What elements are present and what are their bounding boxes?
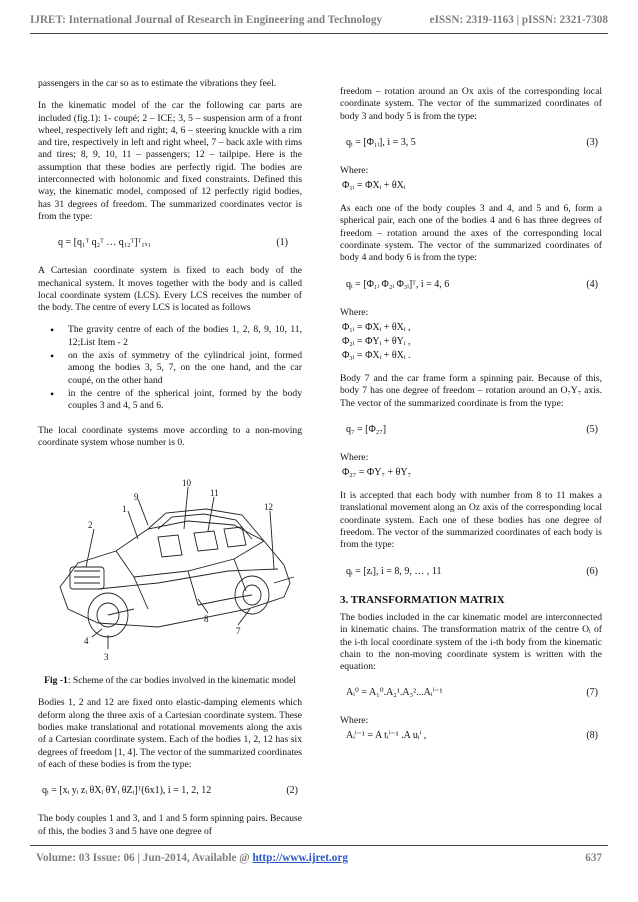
equation-number: (1) <box>276 237 288 249</box>
running-header <box>30 14 608 32</box>
figure-label: 1 <box>122 504 127 515</box>
volume-text: Volume: 03 Issue: 06 | Jun-2014, Available @ <box>36 852 253 864</box>
paragraph: Body 7 and the car frame form a spinning pair. Because of this, body 7 has one degree of freedom – rotation around an O₇Y₇ axis. The vector of the summarized coordinate is from the type: <box>340 372 602 409</box>
where-equation: Φ₁ᵢ = ΦXᵢ + θXᵢ , <box>342 321 411 333</box>
equation-1 <box>38 233 302 255</box>
paragraph: A Cartesian coordinate system is fixed to each body of the mechanical system. It moves together with the body and is called local coordinate system (LCS). Every LCS receives the number of the body. The centre of every LCS is located as follows <box>38 265 302 314</box>
equation-number: (5) <box>586 423 598 435</box>
equation-expression: qᵢ = [Φ₁ᵢ Φ₂ᵢ Φ₃ᵢ]ᵀ, i = 4, 6 <box>346 278 450 290</box>
figure-label: 11 <box>210 488 219 499</box>
equation-8 <box>340 730 602 752</box>
caption-text: : Scheme of the car bodies involved in the kinematic model <box>67 675 296 687</box>
where-equation: Φ₂ᵢ = ΦYᵢ + θYᵢ , <box>342 335 411 347</box>
bullet-list <box>38 324 302 412</box>
paragraph: Bodies 1, 2 and 12 are fixed onto elastic-damping elements which deform along the three axis of a Cartesian coordinate system. These bodies make translational and rotational movements along the axis of a Cartesian coordinate system. Each of the bodies 1, 2, 12 has six degrees of freedom [1, 4]. The vector of the summarized coordinates of each of these bodies is from the type: <box>38 697 302 770</box>
equation-number: (3) <box>586 136 598 148</box>
list-item: • in the centre of the spherical joint, formed by the body couples 3 and 4, 5 and 6. <box>38 388 302 413</box>
equation-expression: q = [q₁ᵀ q₂ᵀ … q₁₂ᵀ]ᵀ₁ₓ₁ <box>58 237 152 249</box>
volume-info <box>36 852 348 864</box>
equation-6 <box>340 562 602 584</box>
paragraph: In the kinematic model of the car the following car parts are included (fig.1): 1- coupé; 2 – ICE; 3, 5 – suspension arm of a front wheel, respectively left and right; 4, 6 – steering knuckle with a rim and tire, respectively in left and right wheel, 7 – back axle with rims and tires; 8, 9, 10, 11 – passengers; 12 – tailpipe. Here is the assumption that these bodies are perfectly rigid. The bodies are interconnected with holonomic and fixed constraints. Defined this way, the kinematic model, composed of 12 perfectly rigid bodies, has 31 degrees of freedom. The summarized coordinates vector is from the type: <box>38 100 302 222</box>
figure-label: 3 <box>104 652 109 663</box>
list-item: • The gravity centre of each of the bodies 1, 2, 8, 9, 10, 11, 12;List Item - 2 <box>38 324 302 349</box>
paragraph: As each one of the body couples 3 and 4, and 5 and 6, form a spherical pair, each one of the bodies 4 and 6 has three degrees of freedom – rotation around the axes of the corresponding local coordinate system. The vector of the summarized coordinates of body 4 and body 6 is from the type: <box>340 203 602 264</box>
equation-expression: Aᵢ⁰ = A₁⁰.A₂¹.A₃²...Aᵢⁱ⁻¹ <box>346 687 443 699</box>
equation-2 <box>38 781 302 803</box>
where-label: Where: <box>340 451 369 463</box>
figure-label: 10 <box>182 478 191 489</box>
figure-label: 2 <box>88 520 93 531</box>
where-label: Where: <box>340 164 369 176</box>
equation-number: (7) <box>586 687 598 699</box>
equation-number: (4) <box>586 278 598 290</box>
equation-number: (2) <box>286 785 298 797</box>
paragraph: The body couples 1 and 3, and 1 and 5 form spinning pairs. Because of this, the bodies 3 and 5 have one degree of <box>38 813 302 837</box>
car-scheme-figure <box>38 459 302 669</box>
journal-title: IJRET: International Journal of Research in Engineering and Technology <box>30 14 383 26</box>
paragraph: passengers in the car so as to estimate the vibrations they feel. <box>38 78 277 89</box>
right-column <box>340 86 602 762</box>
caption-label: Fig -1 <box>44 675 68 687</box>
page-number: 637 <box>585 852 602 864</box>
where-label: Where: <box>340 715 369 727</box>
equation-3 <box>340 133 602 155</box>
journal-link[interactable]: http://www.ijret.org <box>252 852 348 864</box>
equation-4 <box>340 275 602 297</box>
figure-caption <box>38 675 302 687</box>
equation-expression: qᵢ = [zᵢ], i = 8, 9, … , 11 <box>346 565 442 577</box>
equation-expression: Aᵢⁱ⁻¹ = A tᵢⁱ⁻¹ .A uᵢⁱ , <box>346 729 427 741</box>
where-equation: Φ₃ᵢ = ΦXᵢ + θXᵢ . <box>342 349 411 361</box>
section-heading: 3. TRANSFORMATION MATRIX <box>340 593 505 606</box>
where-label: Where: <box>340 306 369 318</box>
figure-label: 4 <box>84 636 89 647</box>
running-footer <box>36 852 602 868</box>
equation-number: (6) <box>586 565 598 577</box>
equation-expression: qᵢ = [Φ₁ᵢ], i = 3, 5 <box>346 136 416 148</box>
footer-rule <box>30 845 608 846</box>
equation-7 <box>340 683 602 705</box>
paragraph: It is accepted that each body with number from 8 to 11 makes a translational movement along an Oz axis of the corresponding local coordinate system. Each one of these bodies has one degree of freedom. The vector of the summarized coordinates of each body is from the type: <box>340 490 602 551</box>
equation-expression: qᵢ = [xᵢ yᵢ zᵢ θXᵢ θYᵢ θZᵢ]ᵀ(6x1), i = 1, 2, 12 <box>42 785 212 797</box>
paragraph: freedom – rotation around an Ox axis of the corresponding local coordinate system. The vector of the summarized coordinates of body 3 and body 5 is from the type: <box>340 86 602 122</box>
equation-number: (8) <box>586 729 598 741</box>
car-drawing <box>38 459 302 669</box>
left-column <box>38 78 302 848</box>
figure-label: 12 <box>264 502 273 513</box>
equation-5 <box>340 420 602 442</box>
issn-line: eISSN: 2319-1163 | pISSN: 2321-7308 <box>429 14 608 26</box>
where-equation: Φ₂₇ = ΦY₇ + θY₇ <box>342 467 412 479</box>
figure-label: 8 <box>204 614 209 625</box>
paragraph: The bodies included in the car kinematic model are interconnected in kinematic chains. The transformation matrix of the centre Oᵢ of the i-th local coordinate system of the i-th body from the kinematic chain to the non-moving coordinate system is written with the equation: <box>340 611 602 673</box>
figure-label: 7 <box>236 626 241 637</box>
figure-label: 9 <box>134 492 139 503</box>
paragraph: The local coordinate systems move according to a non-moving coordinate system whose number is 0. <box>38 424 302 448</box>
equation-expression: q₇ = [Φ₂₇] <box>346 423 387 435</box>
header-rule <box>30 33 608 34</box>
list-item: • on the axis of symmetry of the cylindrical joint, formed among the bodies 3, 5, 7, on the one hand, and the car coupé, on the other hand <box>38 350 302 387</box>
where-equation: Φ₁ᵢ = ΦXᵢ + θXᵢ <box>342 180 406 192</box>
